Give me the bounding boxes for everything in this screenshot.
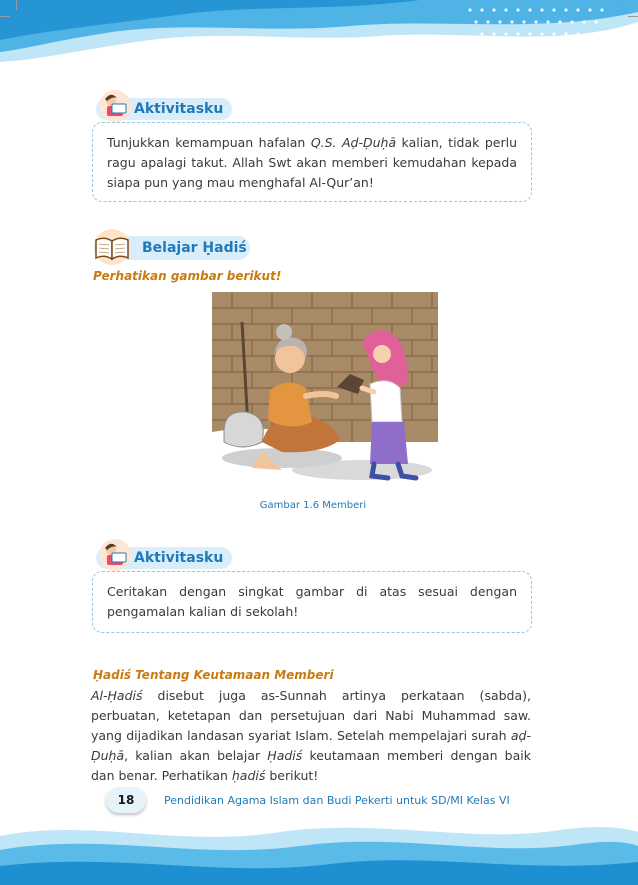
bottom-wave-decoration [0,818,638,885]
giving-illustration [212,292,438,488]
section-heading-text: Belajar Ḥadiś [142,240,247,256]
activity-heading-text: Aktivitasku [134,550,224,566]
activity-heading [96,98,232,120]
section-heading [94,236,250,260]
activity-text: Tunjukkan kemampuan hafalan Q.S. Aḍ-Ḍuḥā kalian, tidak perlu ragu apalagi takut. Allah Swt akan memberi kemudahan kepada siapa pun yang mau menghafal Al-Qur’an! [107,135,518,190]
crop-mark [621,0,622,10]
activity-heading-text: Aktivitasku [134,101,224,117]
student-reading-icon [98,89,132,123]
instruction-text: Perhatikan gambar berikut! [93,269,282,283]
open-book-icon [92,228,132,266]
crop-mark [628,16,638,17]
activity-box [92,122,532,202]
crop-mark [16,0,17,10]
activity-text: Ceritakan dengan singkat gambar di atas sesuai dengan pengamalan kalian di sekolah! [107,584,517,619]
hadis-paragraph: Al-Ḥadiś disebut juga as-Sunnah artinya perkataan (sabda), perbuatan, ketetapan dan persetujuan dari Nabi Muhammad saw. yang dijadikan landasan syariat Islam. Setelah mempelajari surah aḍ-Ḍuḥā, kalian akan belajar Ḥadiś keutamaan memberi dengan baik dan benar. Perhatikan ḥadiś berikut! [91,688,531,783]
hadis-heading: Ḥadiś Tentang Keutamaan Memberi [93,668,334,682]
figure-caption: Gambar 1.6 Memberi [259,500,367,511]
crop-mark [0,16,10,17]
student-reading-icon [98,538,132,572]
activity-box [92,571,532,633]
book-title: Pendidikan Agama Islam dan Budi Pekerti untuk SD/MI Kelas VI [164,794,510,807]
activity-heading [96,547,232,569]
top-wave-decoration [0,0,638,70]
page-number: 18 [106,787,146,813]
